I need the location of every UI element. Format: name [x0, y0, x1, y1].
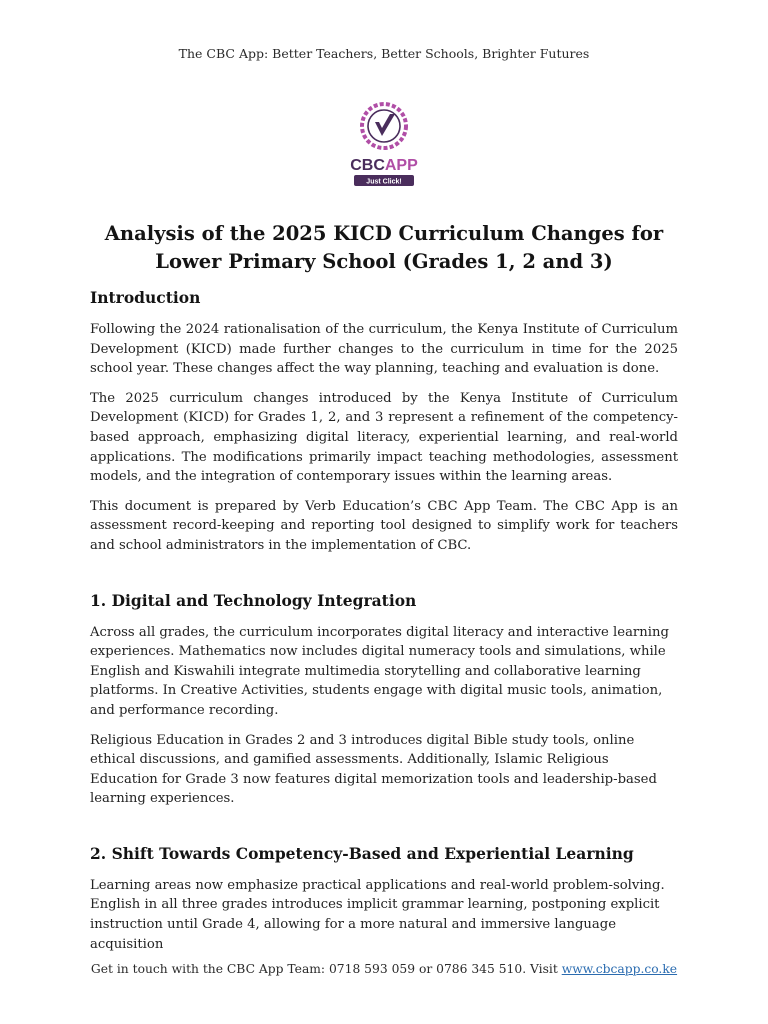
- intro-paragraph-3: This document is prepared by Verb Education’s CBC App Team. The CBC App is an assessment record-keeping and reporting tool designed to simplify work for teachers and school administrators in the implementation of CBC.: [90, 498, 678, 553]
- logo-graphic: [334, 92, 434, 192]
- logo-text-main: CBC: [350, 157, 385, 174]
- digital-paragraph-2: Religious Education in Grades 2 and 3 introduces digital Bible study tools, online ethical discussions, and gamified assessments. Additionally, Islamic Religious Education for Grade 3 now features digital memorization tools and leadership-based learning experiences.: [90, 732, 657, 807]
- cbc-app-logo: [334, 92, 434, 192]
- logo-slogan: Just Click!: [366, 178, 402, 186]
- section-heading-competency: 2. Shift Towards Competency-Based and Experiential Learning: [90, 843, 634, 863]
- section-heading-digital: 1. Digital and Technology Integration: [90, 590, 417, 610]
- document-title: Analysis of the 2025 KICD Curriculum Changes for Lower Primary School (Grades 1, 2 and 3): [104, 222, 664, 273]
- competency-paragraph-1: Learning areas now emphasize practical applications and real-world problem-solving. English in all three grades introduces implicit grammar learning, postponing explicit instruction until Grade 4, allowing for a more natural and immersive language acquisition: [90, 877, 665, 952]
- header-tagline: The CBC App: Better Teachers, Better Schools, Brighter Futures: [178, 46, 590, 61]
- intro-paragraph-1: Following the 2024 rationalisation of the curriculum, the Kenya Institute of Curriculum Development (KICD) made further changes to the curriculum in time for the 2025 school year. These changes affect the way planning, teaching and evaluation is done.: [90, 322, 678, 377]
- digital-paragraph-1: Across all grades, the curriculum incorporates digital literacy and interactive learning experiences. Mathematics now includes digital numeracy tools and simulations, while English and Kiswahili integrate multimedia storytelling and collaborative learning platforms. In Creative Activities, students engage with digital music tools, animation, and performance recording.: [90, 624, 669, 718]
- section-heading-introduction: Introduction: [90, 288, 201, 307]
- footer-website-link[interactable]: www.cbcapp.co.ke: [561, 962, 678, 976]
- document-body: [90, 287, 678, 954]
- logo-text-accent: APP: [384, 157, 418, 174]
- footer-contact-text: Get in touch with the CBC App Team: 0718 593 059 or 0786 345 510. Visit: [90, 962, 562, 976]
- intro-paragraph-2: The 2025 curriculum changes introduced by the Kenya Institute of Curriculum Development (KICD) for Grades 1, 2, and 3 represent a refinement of the competency-based approach, emphasizing digital literacy, experiential learning, and real-world applications. The modifications primarily impact teaching methodologies, assessment models, and the integration of contemporary issues within the learning areas.: [90, 390, 678, 485]
- svg-text:CBCAPP: [350, 157, 418, 174]
- footer: [0, 962, 768, 976]
